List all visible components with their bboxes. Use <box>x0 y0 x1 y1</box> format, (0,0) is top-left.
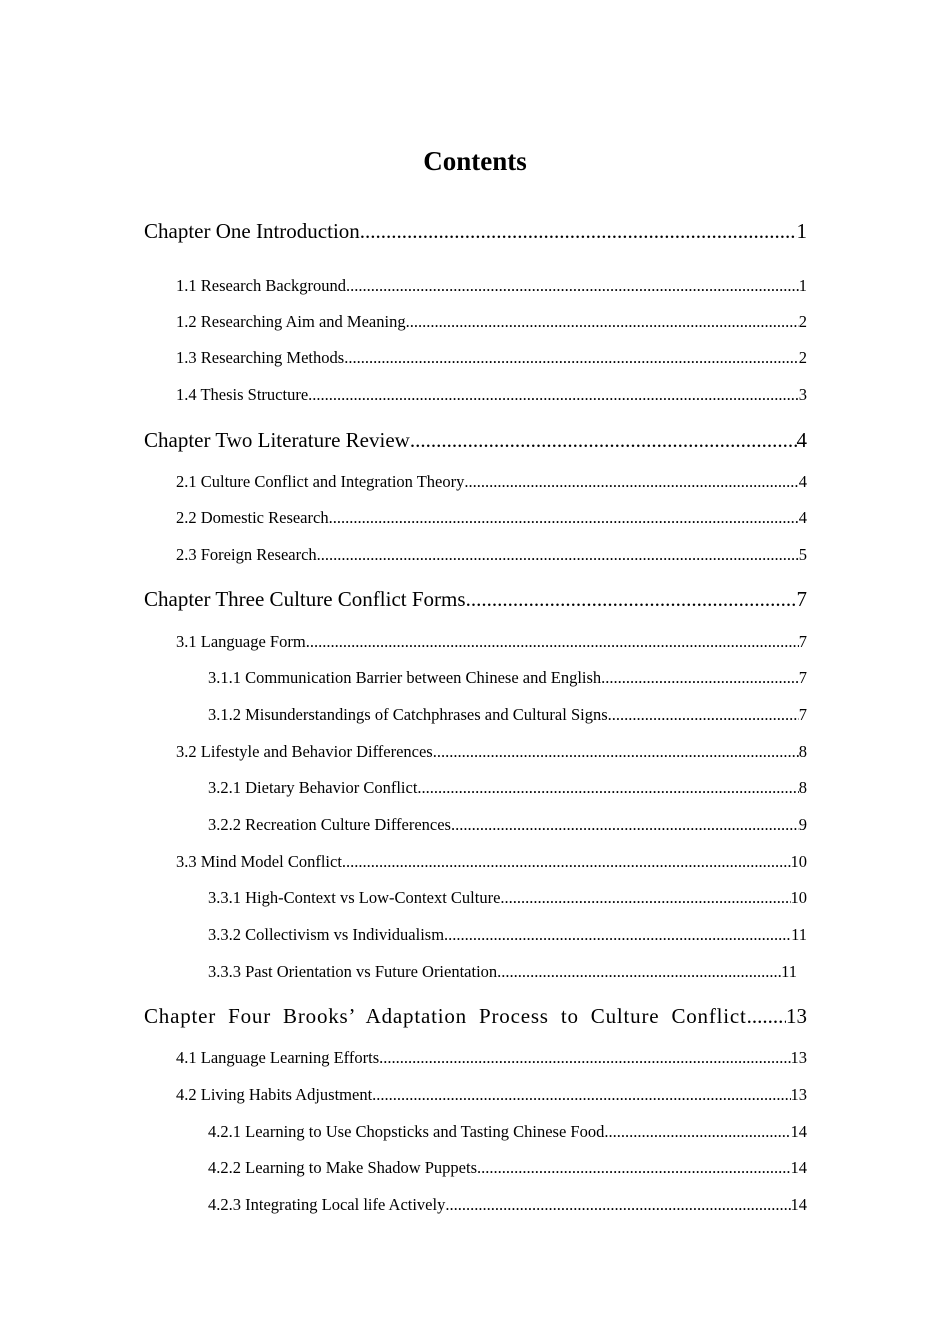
toc-section-3-1[interactable] <box>176 631 807 653</box>
toc-leader <box>604 1121 790 1143</box>
toc-leader <box>308 384 799 406</box>
toc-section-4-2[interactable] <box>176 1084 807 1106</box>
toc-leader <box>372 1084 790 1106</box>
toc-entry-text: 2.3 Foreign Research <box>176 545 317 564</box>
toc-leader <box>317 544 799 566</box>
toc-leader <box>306 631 799 653</box>
toc-leader <box>329 507 799 529</box>
toc-chapter-1[interactable] <box>144 218 807 244</box>
toc-entry-text: 4.2.1 Learning to Use Chopsticks and Tasting Chinese Food <box>208 1122 605 1141</box>
toc-entry-text: 3.3 Mind Model Conflict <box>176 852 342 871</box>
toc-page-number: 2 <box>798 348 807 367</box>
toc-entry-text: Chapter Three Culture Conflict Forms <box>144 587 466 611</box>
toc-page-number: 9 <box>798 815 807 834</box>
toc-leader <box>346 275 799 297</box>
toc-section-4-1[interactable] <box>176 1047 807 1069</box>
toc-leader <box>445 1194 790 1216</box>
toc-leader <box>451 814 799 836</box>
toc-section-2-3[interactable] <box>176 544 807 566</box>
toc-page-number: 7 <box>798 668 807 687</box>
toc-page-number: 4 <box>798 472 807 491</box>
toc-page-number: 13 <box>790 1048 807 1067</box>
toc-chapter-2[interactable] <box>144 427 807 453</box>
toc-leader <box>360 218 797 244</box>
toc-section-1-2[interactable] <box>176 311 807 333</box>
toc-page-number: 1 <box>796 219 807 243</box>
toc-subsection-4-2-1[interactable] <box>208 1121 807 1143</box>
toc-section-1-3[interactable] <box>176 347 807 369</box>
toc-entry-text: 2.1 Culture Conflict and Integration Theory <box>176 472 465 491</box>
toc-entry-text: 3.2 Lifestyle and Behavior Differences <box>176 742 433 761</box>
toc-entry-text: 1.2 Researching Aim and Meaning <box>176 312 406 331</box>
toc-leader <box>344 347 799 369</box>
toc-leader <box>464 471 798 493</box>
toc-subsection-3-1-1[interactable] <box>208 667 807 689</box>
toc-page-number: 8 <box>798 778 807 797</box>
toc-subsection-3-1-2[interactable] <box>208 704 807 726</box>
page-title: Contents <box>423 146 527 176</box>
toc-entry-text: 1.4 Thesis Structure <box>176 385 309 404</box>
toc-entry-text: Chapter One Introduction <box>144 219 360 243</box>
toc-leader <box>410 427 797 453</box>
toc-section-2-2[interactable] <box>176 507 807 529</box>
toc-leader <box>417 777 798 799</box>
toc-subsection-3-2-1[interactable] <box>208 777 807 799</box>
toc-entry-text: 3.3.1 High-Context vs Low-Context Culture <box>208 888 501 907</box>
toc-entry-text: Chapter Four Brooks’ Adaptation Process to Culture Conflict <box>144 1004 747 1028</box>
toc-leader <box>608 704 799 726</box>
toc-page-number: 5 <box>798 545 807 564</box>
toc-subsection-3-3-3[interactable] <box>208 961 797 983</box>
toc-page-number: 7 <box>798 632 807 651</box>
toc-page-number: 13 <box>790 1085 807 1104</box>
toc-leader <box>466 586 797 612</box>
toc-entry-text: 4.2.2 Learning to Make Shadow Puppets <box>208 1158 478 1177</box>
toc-section-3-2[interactable] <box>176 741 807 763</box>
toc-page-number: 10 <box>790 852 807 871</box>
toc-leader <box>497 961 781 983</box>
toc-leader <box>477 1157 790 1179</box>
toc-subsection-3-3-1[interactable] <box>208 887 807 909</box>
toc-chapter-3[interactable] <box>144 586 807 612</box>
toc-section-2-1[interactable] <box>176 471 807 493</box>
toc-page-number: 4 <box>798 508 807 527</box>
toc-subsection-4-2-2[interactable] <box>208 1157 807 1179</box>
toc-section-1-1[interactable] <box>176 275 807 297</box>
toc-page-number: 11 <box>791 925 807 944</box>
toc-entry-text: 4.1 Language Learning Efforts <box>176 1048 380 1067</box>
toc-leader <box>379 1047 790 1069</box>
toc-leader <box>500 887 790 909</box>
toc-entry-text: 3.2.2 Recreation Culture Differences <box>208 815 451 834</box>
toc-subsection-4-2-3[interactable] <box>208 1194 807 1216</box>
toc-entry-text: 3.3.2 Collectivism vs Individualism <box>208 925 445 944</box>
toc-page-number: 7 <box>798 705 807 724</box>
toc-entry-text: 4.2.3 Integrating Local life Actively <box>208 1195 446 1214</box>
toc-leader <box>406 311 799 333</box>
toc-page-number: 1 <box>798 276 807 295</box>
toc-section-1-4[interactable] <box>176 384 807 406</box>
toc-entry-text: 3.1.1 Communication Barrier between Chinese and English <box>208 668 602 687</box>
toc-entry-text: 1.1 Research Background <box>176 276 346 295</box>
toc-page-number: 3 <box>798 385 807 404</box>
toc-subsection-3-2-2[interactable] <box>208 814 807 836</box>
toc-subsection-3-3-2[interactable] <box>208 924 807 946</box>
toc-chapter-4[interactable] <box>144 1003 807 1029</box>
toc-entry-text: 3.1.2 Misunderstandings of Catchphrases and Cultural Signs <box>208 705 608 724</box>
toc-section-3-3[interactable] <box>176 851 807 873</box>
toc-entry-text: 3.1 Language Form <box>176 632 306 651</box>
toc-page-number: 2 <box>798 312 807 331</box>
toc-leader <box>433 741 799 763</box>
toc-page-number: 7 <box>796 587 807 611</box>
toc-entry-text: 3.2.1 Dietary Behavior Conflict <box>208 778 418 797</box>
toc-page-number: 4 <box>796 428 807 452</box>
toc-leader <box>342 851 791 873</box>
toc-page-number: 14 <box>790 1158 807 1177</box>
toc-leader <box>747 1003 786 1029</box>
toc-page-number: 8 <box>798 742 807 761</box>
toc-entry-text: 3.3.3 Past Orientation vs Future Orientation <box>208 962 498 981</box>
toc-page-number: 14 <box>790 1195 807 1214</box>
toc-page-number: 10 <box>790 888 807 907</box>
toc-page-number: 14 <box>790 1122 807 1141</box>
toc-page-number: 13 <box>786 1004 807 1028</box>
toc-entry-text: 4.2 Living Habits Adjustment <box>176 1085 373 1104</box>
toc-entry-text: 1.3 Researching Methods <box>176 348 345 367</box>
toc-leader <box>444 924 791 946</box>
toc-leader <box>601 667 799 689</box>
toc-entry-text: Chapter Two Literature Review <box>144 428 410 452</box>
toc-page-number: 11 <box>781 962 797 981</box>
toc-entry-text: 2.2 Domestic Research <box>176 508 329 527</box>
